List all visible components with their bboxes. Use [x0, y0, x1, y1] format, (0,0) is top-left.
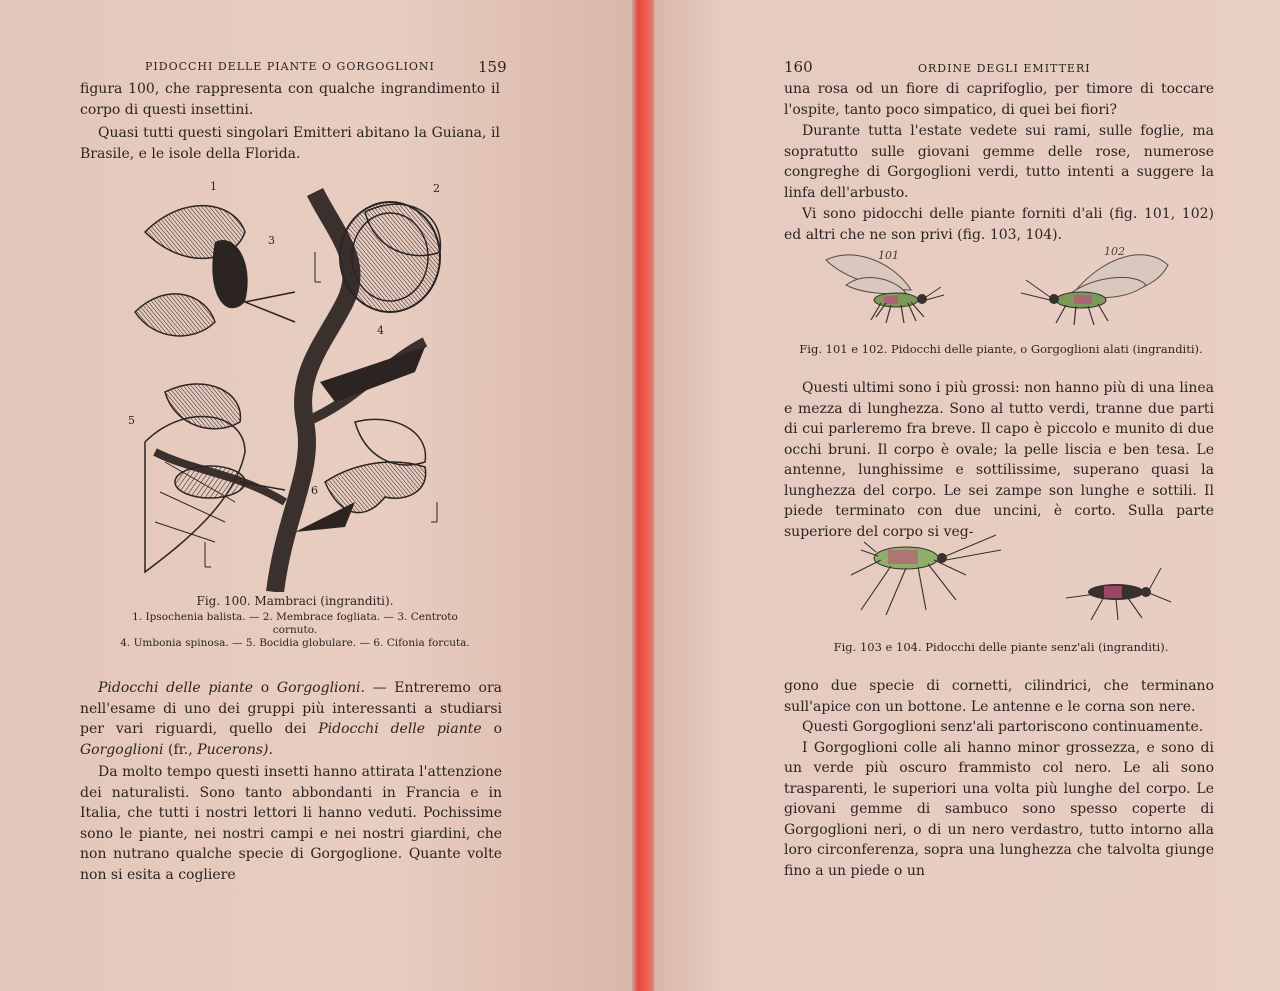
figure-number-5: 5 [128, 414, 135, 427]
section-fr: (fr., [168, 741, 193, 758]
section-o: o [260, 680, 270, 696]
winged-aphid-101 [826, 255, 944, 323]
figure-101-102-illustration [816, 245, 1176, 335]
left-running-head: PIDOCCHI DELLE PIANTE O GORGOGLIONI [145, 60, 435, 73]
figure-label-101: 101 [878, 249, 899, 262]
figure-100-legend-1: 1. Ipsochenia balista. — 2. Membrace fogliata. — 3. Centroto cornuto. [132, 611, 458, 636]
right-running-head: ORDINE DEGLI EMITTERI [918, 62, 1091, 75]
figure-number-1: 1 [210, 180, 217, 193]
winged-aphid-102 [1021, 255, 1168, 325]
right-paragraph-7: I Gorgoglioni colle ali hanno minor grossezza, e sono di un verde più oscuro frammisto col nero. Le ali sono trasparenti, le superiori una volta più lunghe del corpo. Le giovani gemme di sambuco sono spesso coperte di Gorgoglioni neri, o di un nero verdastro, tutto intorno alla loro circonferenza, sopra una lunghezza che talvolta giunge fino a un piede o un [784, 739, 1214, 879]
right-middle-text [784, 378, 1214, 542]
wingless-aphid-103 [851, 535, 1001, 615]
wingless-aphid-104 [1066, 568, 1171, 620]
figure-101-102-caption: Fig. 101 e 102. Pidocchi delle piante, o Gorgoglioni alati (ingranditi). [799, 342, 1203, 356]
left-section [80, 678, 502, 885]
right-paragraph-2: Durante tutta l'estate vedete sui rami, sulle foglie, ma sopratutto sulle giovani gemme delle rose, numerose congreghe di Gorgoglioni verdi, tutto intenti a suggere la linfa dell'arbusto. [784, 123, 1214, 201]
section-o-2: o [493, 721, 502, 737]
right-page [656, 0, 1280, 991]
figure-103-104-caption: Fig. 103 e 104. Pidocchi delle piante senz'ali (ingranditi). [833, 640, 1169, 654]
figure-number-3: 3 [268, 234, 275, 247]
right-bottom-text [784, 676, 1214, 881]
figure-number-2: 2 [433, 182, 440, 195]
binding-gutter [632, 0, 656, 991]
right-paragraph-1: una rosa od un fiore di caprifoglio, per timore di toccare l'ospite, tanto poco simpatico, di quei bei fiori? [784, 81, 1214, 118]
right-paragraph-6: Questi Gorgoglioni senz'ali partoriscono continuamente. [802, 719, 1204, 735]
section-italic-pucerons: Pucerons). [197, 741, 273, 758]
section-text: — Entreremo ora nell'esame di uno dei gruppi più interessanti a studiarsi per vari riguardi, quello dei [80, 680, 502, 737]
right-paragraph-4: Questi ultimi sono i più grossi: non hanno più di una linea e mezza di lunghezza. Sono al tutto verdi, tranne due parti di cui parleremo fra breve. Il capo è piccolo e munito di due occhi bruni. Il corpo è ovale; la pelle liscia e ben tesa. Le antenne, lunghissime e sottilissime, superano quasi la lunghezza del corpo. Le sei zampe son lunghe e sottili. Il piede terminato con due uncini, è corto. Sulla parte superiore del corpo si veg- [784, 380, 1214, 540]
right-top-text [784, 79, 1214, 245]
figure-103-104-illustration [846, 530, 1176, 625]
figure-100-caption [110, 594, 480, 650]
section-paragraph [80, 678, 502, 760]
intro-paragraph-2: Quasi tutti questi singolari Emitteri abitano la Guiana, il Brasile, e le isole della Florida. [80, 125, 500, 162]
left-page-number: 159 [478, 58, 507, 76]
figure-number-6: 6 [311, 484, 318, 497]
figure-100-illustration [125, 172, 445, 592]
intro-paragraph-1: figura 100, che rappresenta con qualche ingrandimento il corpo di questi insettini. [80, 81, 500, 118]
right-paragraph-5: gono due specie di cornetti, cilindrici, che terminano sull'apice con un bottone. Le antenne e le corna son nere. [784, 678, 1214, 715]
section-italic-title-2: Gorgoglioni. [276, 680, 365, 696]
section-italic-pidocchi: Pidocchi delle piante [318, 721, 482, 737]
figure-100-title: Fig. 100. Mambraci (ingranditi). [196, 594, 394, 608]
left-paragraph-2: Da molto tempo questi insetti hanno attirata l'attenzione dei naturalisti. Sono tanto abbondanti in Francia e in Italia, che tutti i nostri lettori li hanno veduti. Pochissime sono le piante, nei nostri campi e nei nostri giardini, che non nutrano qualche specie di Gorgoglione. Quante volte non si esita a cogliere [80, 764, 502, 883]
section-italic-gorgoglioni: Gorgoglioni [80, 741, 164, 758]
figure-100-legend-2: 4. Umbonia spinosa. — 5. Bocidia globulare. — 6. Cifonia forcuta. [120, 637, 470, 649]
right-page-number: 160 [784, 58, 813, 76]
figure-number-4: 4 [377, 324, 384, 337]
section-italic-title: Pidocchi delle piante [98, 680, 254, 696]
right-paragraph-3: Vi sono pidocchi delle piante forniti d'ali (fig. 101, 102) ed altri che ne son privi (fig. 103, 104). [784, 206, 1214, 243]
figure-label-102: 102 [1104, 245, 1125, 258]
left-intro [80, 79, 500, 164]
